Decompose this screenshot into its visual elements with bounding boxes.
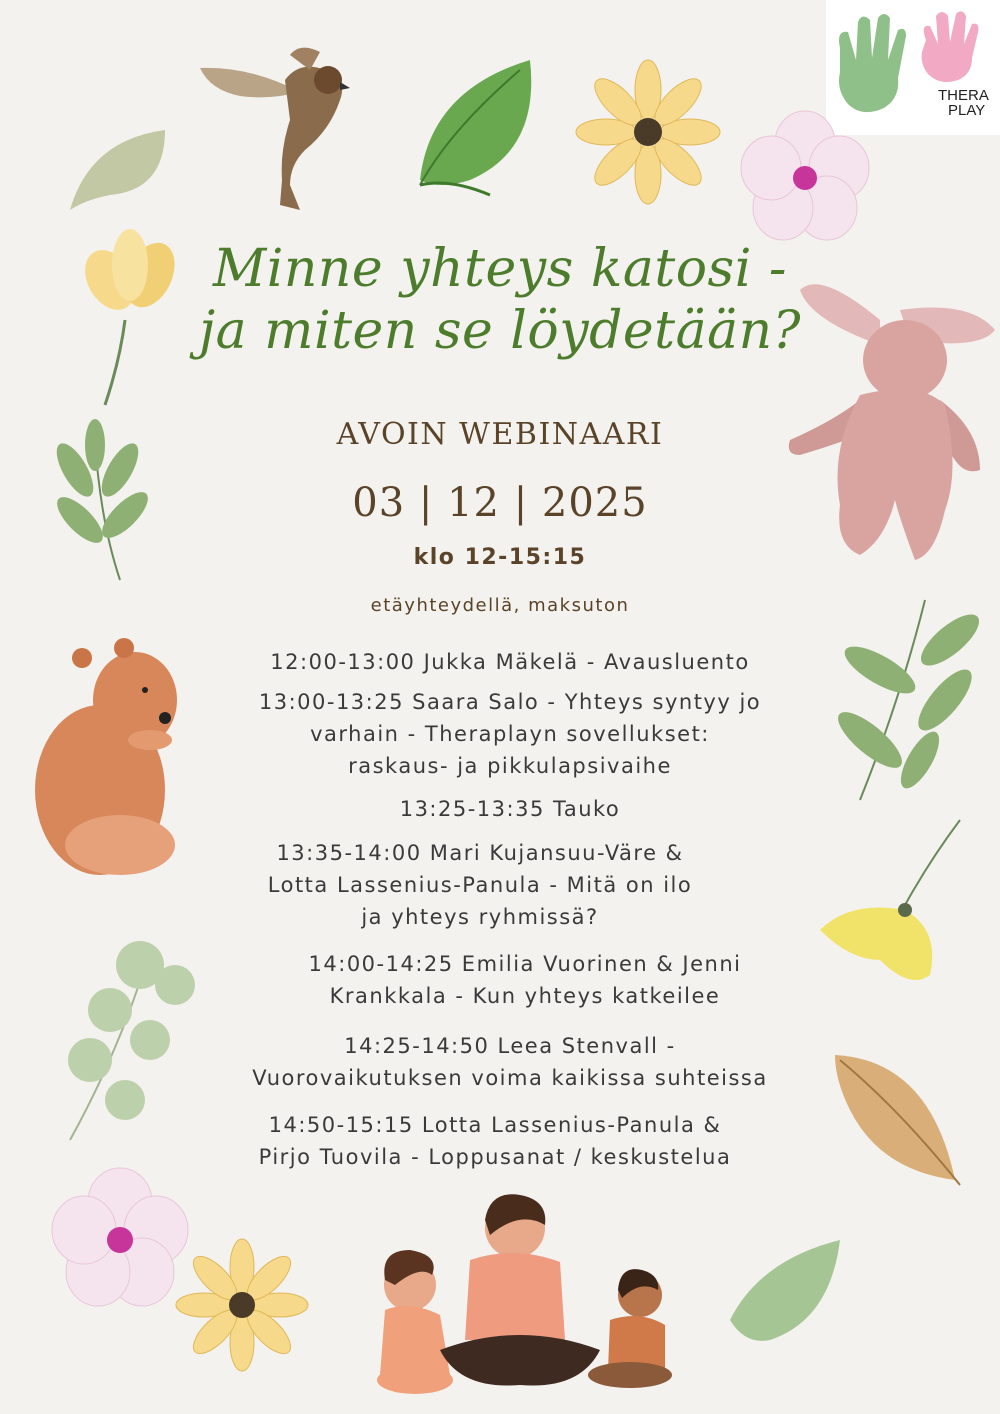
program-line: varhain - Theraplayn sovellukset: — [310, 722, 710, 746]
yellow-flower-icon — [576, 60, 720, 204]
page-title — [150, 238, 850, 362]
program-item — [170, 793, 850, 825]
leaf-icon — [70, 130, 165, 210]
logo-text-line1: THERA — [938, 87, 989, 104]
program-item — [140, 837, 820, 933]
program-line: Lotta Lassenius-Panula - Mitä on ilo — [267, 873, 693, 897]
leaf-icon — [730, 1240, 840, 1341]
leaf-icon — [835, 1055, 960, 1185]
program-line: 12:00-13:00 Jukka Mäkelä - Avausluento — [270, 650, 750, 674]
program-line: Krankkala - Kun yhteys katkeilee — [329, 984, 721, 1008]
program-line: 14:25-14:50 Leea Stenvall - — [344, 1034, 676, 1058]
program-item — [155, 1109, 835, 1173]
program-line: 13:35-14:00 Mari Kujansuu-Väre & — [276, 841, 684, 865]
logo-text-line2: PLAY — [948, 102, 986, 119]
program-line: 14:00-14:25 Emilia Vuorinen & Jenni — [308, 952, 742, 976]
program-item — [185, 948, 865, 1012]
leaf-icon — [420, 60, 531, 195]
program-item — [170, 1030, 850, 1094]
event-time: klo 12-15:15 — [413, 545, 587, 570]
title-line-2: ja miten se löydetään? — [199, 301, 801, 361]
program-item — [170, 646, 850, 678]
subtitle: AVOIN WEBINAARI — [336, 417, 664, 452]
yellow-flower-icon — [176, 1239, 308, 1371]
program-line: Vuorovaikutuksen voima kaikissa suhteissa — [252, 1066, 768, 1090]
program-line: ja yhteys ryhmissä? — [361, 905, 599, 929]
program-line: 13:25-13:35 Tauko — [399, 797, 621, 821]
program-line: 14:50-15:15 Lotta Lassenius-Panula & — [268, 1113, 722, 1137]
pink-flower-icon — [52, 1168, 188, 1306]
people-illustration — [377, 1194, 672, 1394]
branch-icon — [50, 419, 155, 580]
program-line: 13:00-13:25 Saara Salo - Yhteys syntyy jo — [258, 690, 762, 714]
pink-flower-icon — [741, 111, 869, 240]
program-line: Pirjo Tuovila - Loppusanat / keskustelua — [258, 1145, 732, 1169]
program-line: raskaus- ja pikkulapsivaihe — [348, 754, 672, 778]
title-line-1: Minne yhteys katosi - — [213, 239, 787, 299]
branch-icon — [830, 600, 986, 800]
sparrow-icon — [200, 48, 350, 210]
event-location: etäyhteydellä, maksuton — [370, 595, 630, 616]
program-item — [170, 686, 850, 782]
event-date: 03 | 12 | 2025 — [352, 480, 648, 526]
